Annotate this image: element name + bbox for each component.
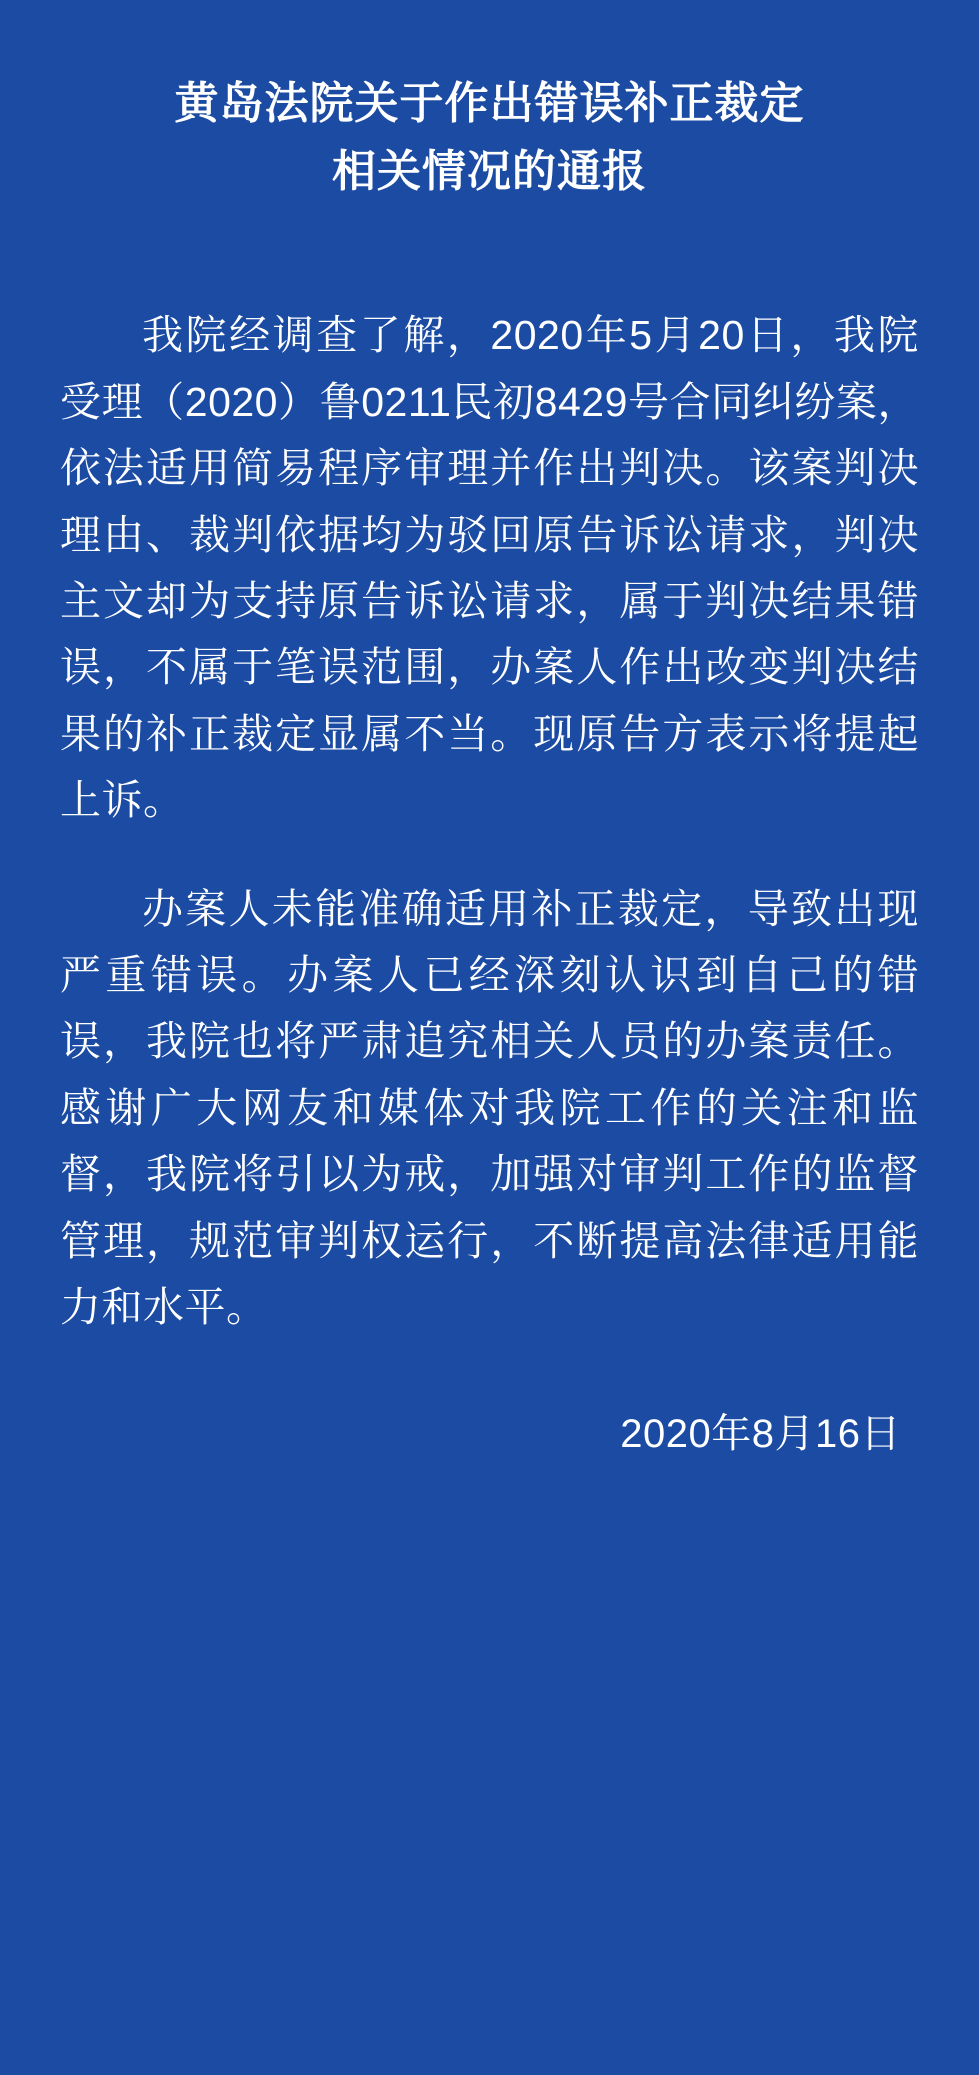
notice-body xyxy=(60,302,919,1340)
notice-paragraph-1: 我院经调查了解，2020年5月20日，我院受理（2020）鲁0211民初8429号合同纠纷案，依法适用简易程序审理并作出判决。该案判决理由、裁判依据均为驳回原告诉讼请求，判决主文却为支持原告诉讼请求，属于判决结果错误，不属于笔误范围，办案人作出改变判决结果的补正裁定显属不当。现原告方表示将提起上诉。 xyxy=(60,312,919,824)
notice-date: 2020年8月16日 xyxy=(620,1412,901,1457)
notice-paragraph-2: 办案人未能准确适用补正裁定，导致出现严重错误。办案人已经深刻认识到自己的错误，我院也将严肃追究相关人员的办案责任。感谢广大网友和媒体对我院工作的关注和监督，我院将引以为戒，加强对审判工作的监督管理，规范审判权运行，不断提高法律适用能力和水平。 xyxy=(60,885,919,1331)
page-title xyxy=(84,70,895,206)
page-title-line-1: 黄岛法院关于作出错误补正裁定 xyxy=(174,79,805,128)
page-title-line-2: 相关情况的通报 xyxy=(332,147,647,197)
bottom-spacer xyxy=(60,1459,919,2035)
